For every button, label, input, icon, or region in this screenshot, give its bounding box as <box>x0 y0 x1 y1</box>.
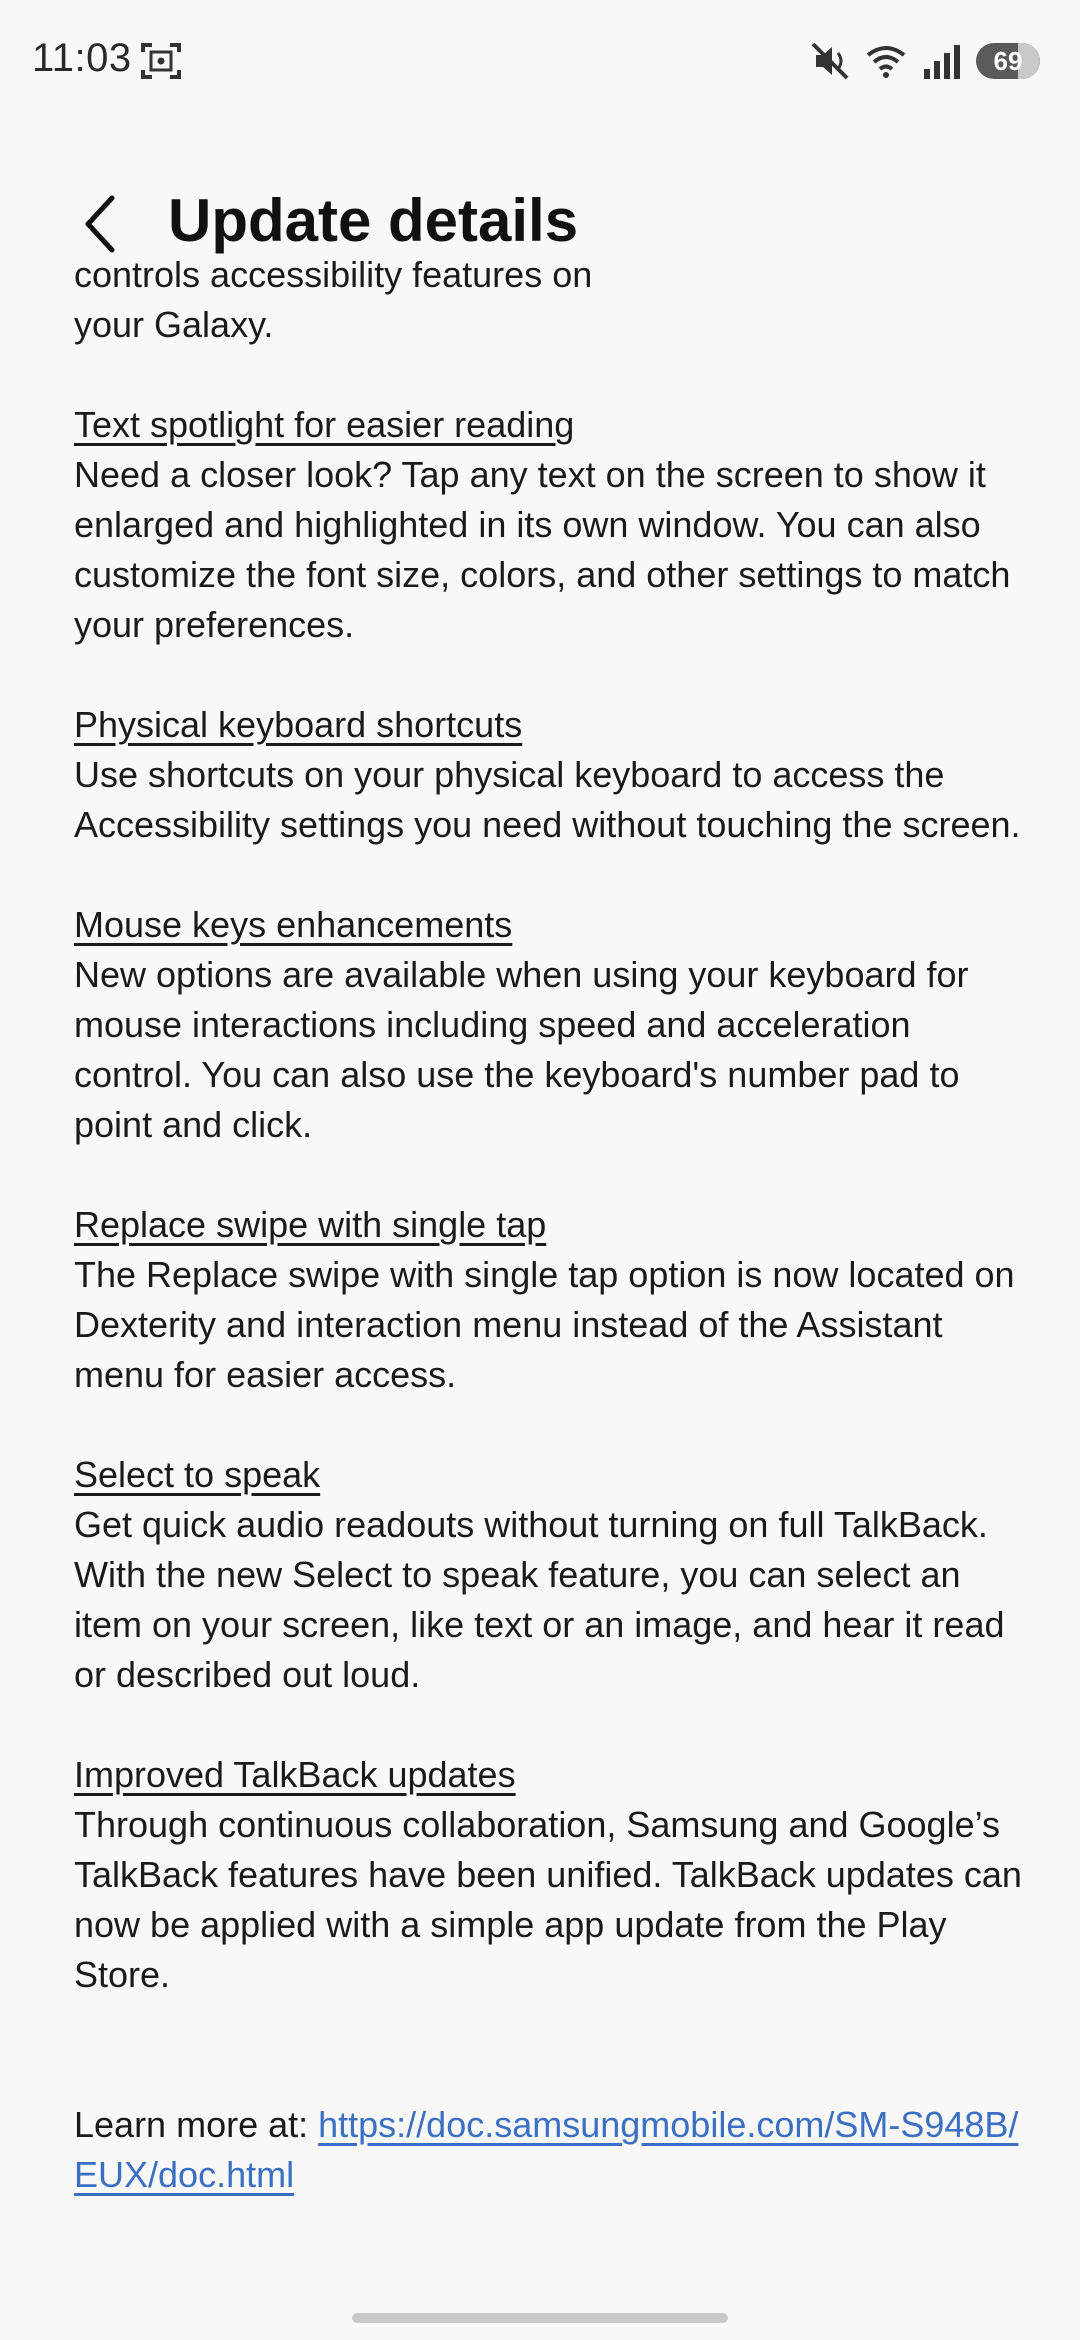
page-title: Update details <box>168 187 579 254</box>
intro-text: your Galaxy. <box>74 304 274 345</box>
section-title: Physical keyboard shortcuts <box>74 704 523 745</box>
update-details-content[interactable] <box>74 254 1024 2260</box>
mute-icon <box>808 39 852 83</box>
back-arrow-icon <box>80 194 120 254</box>
status-icons <box>808 36 1040 86</box>
status-time: 11:03 <box>32 36 132 80</box>
section-body: Use shortcuts on your physical keyboard to access the Accessibility settings you need without touching the screen. <box>74 754 1021 845</box>
learn-more-label: Learn more at: <box>74 2104 319 2145</box>
section-physical-keyboard-shortcuts <box>74 700 1024 850</box>
section-mouse-keys-enhancements <box>74 900 1024 1150</box>
battery-icon <box>976 43 1040 79</box>
section-title: Text spotlight for easier reading <box>74 404 575 445</box>
section-title: Improved TalkBack updates <box>74 1754 516 1795</box>
section-body: The Replace swipe with single tap option is now located on Dexterity and interaction menu instead of the Assistant menu for easier access. <box>74 1254 1015 1395</box>
signal-icon <box>920 39 964 83</box>
learn-more <box>74 2100 1024 2200</box>
learn-more-link[interactable]: https://doc.samsungmobile.com/SM-S948B/EUX/doc.html <box>74 2104 1019 2195</box>
wifi-icon <box>864 39 908 83</box>
battery-level: 69 <box>993 45 1023 76</box>
section-title: Replace swipe with single tap <box>74 1204 547 1245</box>
section-title: Mouse keys enhancements <box>74 904 513 945</box>
section-improved-talkback <box>74 1750 1024 2000</box>
intro-paragraph <box>74 250 1024 350</box>
section-text-spotlight <box>74 400 1024 650</box>
screenshot-icon <box>140 40 182 82</box>
section-replace-swipe <box>74 1200 1024 1400</box>
section-select-to-speak <box>74 1450 1024 1700</box>
section-body: Need a closer look? Tap any text on the screen to show it enlarged and highlighted in its own window. You can also customize the font size, colors, and other settings to match your preferences. <box>74 454 1011 645</box>
home-indicator[interactable] <box>352 2313 728 2323</box>
section-body: Through continuous collaboration, Samsung and Google’s TalkBack features have been unified. TalkBack updates can now be applied with a simple app update from the Play Store. <box>74 1804 1022 1995</box>
section-title: Select to speak <box>74 1454 321 1495</box>
intro-cut-line: controls accessibility features on <box>74 254 593 295</box>
status-bar <box>0 0 1080 120</box>
section-body: Get quick audio readouts without turning on full TalkBack. With the new Select to speak feature, you can select an item on your screen, like text or an image, and hear it read or described out loud. <box>74 1504 1005 1695</box>
section-body: New options are available when using your keyboard for mouse interactions including speed and acceleration control. You can also use the keyboard's number pad to point and click. <box>74 954 969 1145</box>
